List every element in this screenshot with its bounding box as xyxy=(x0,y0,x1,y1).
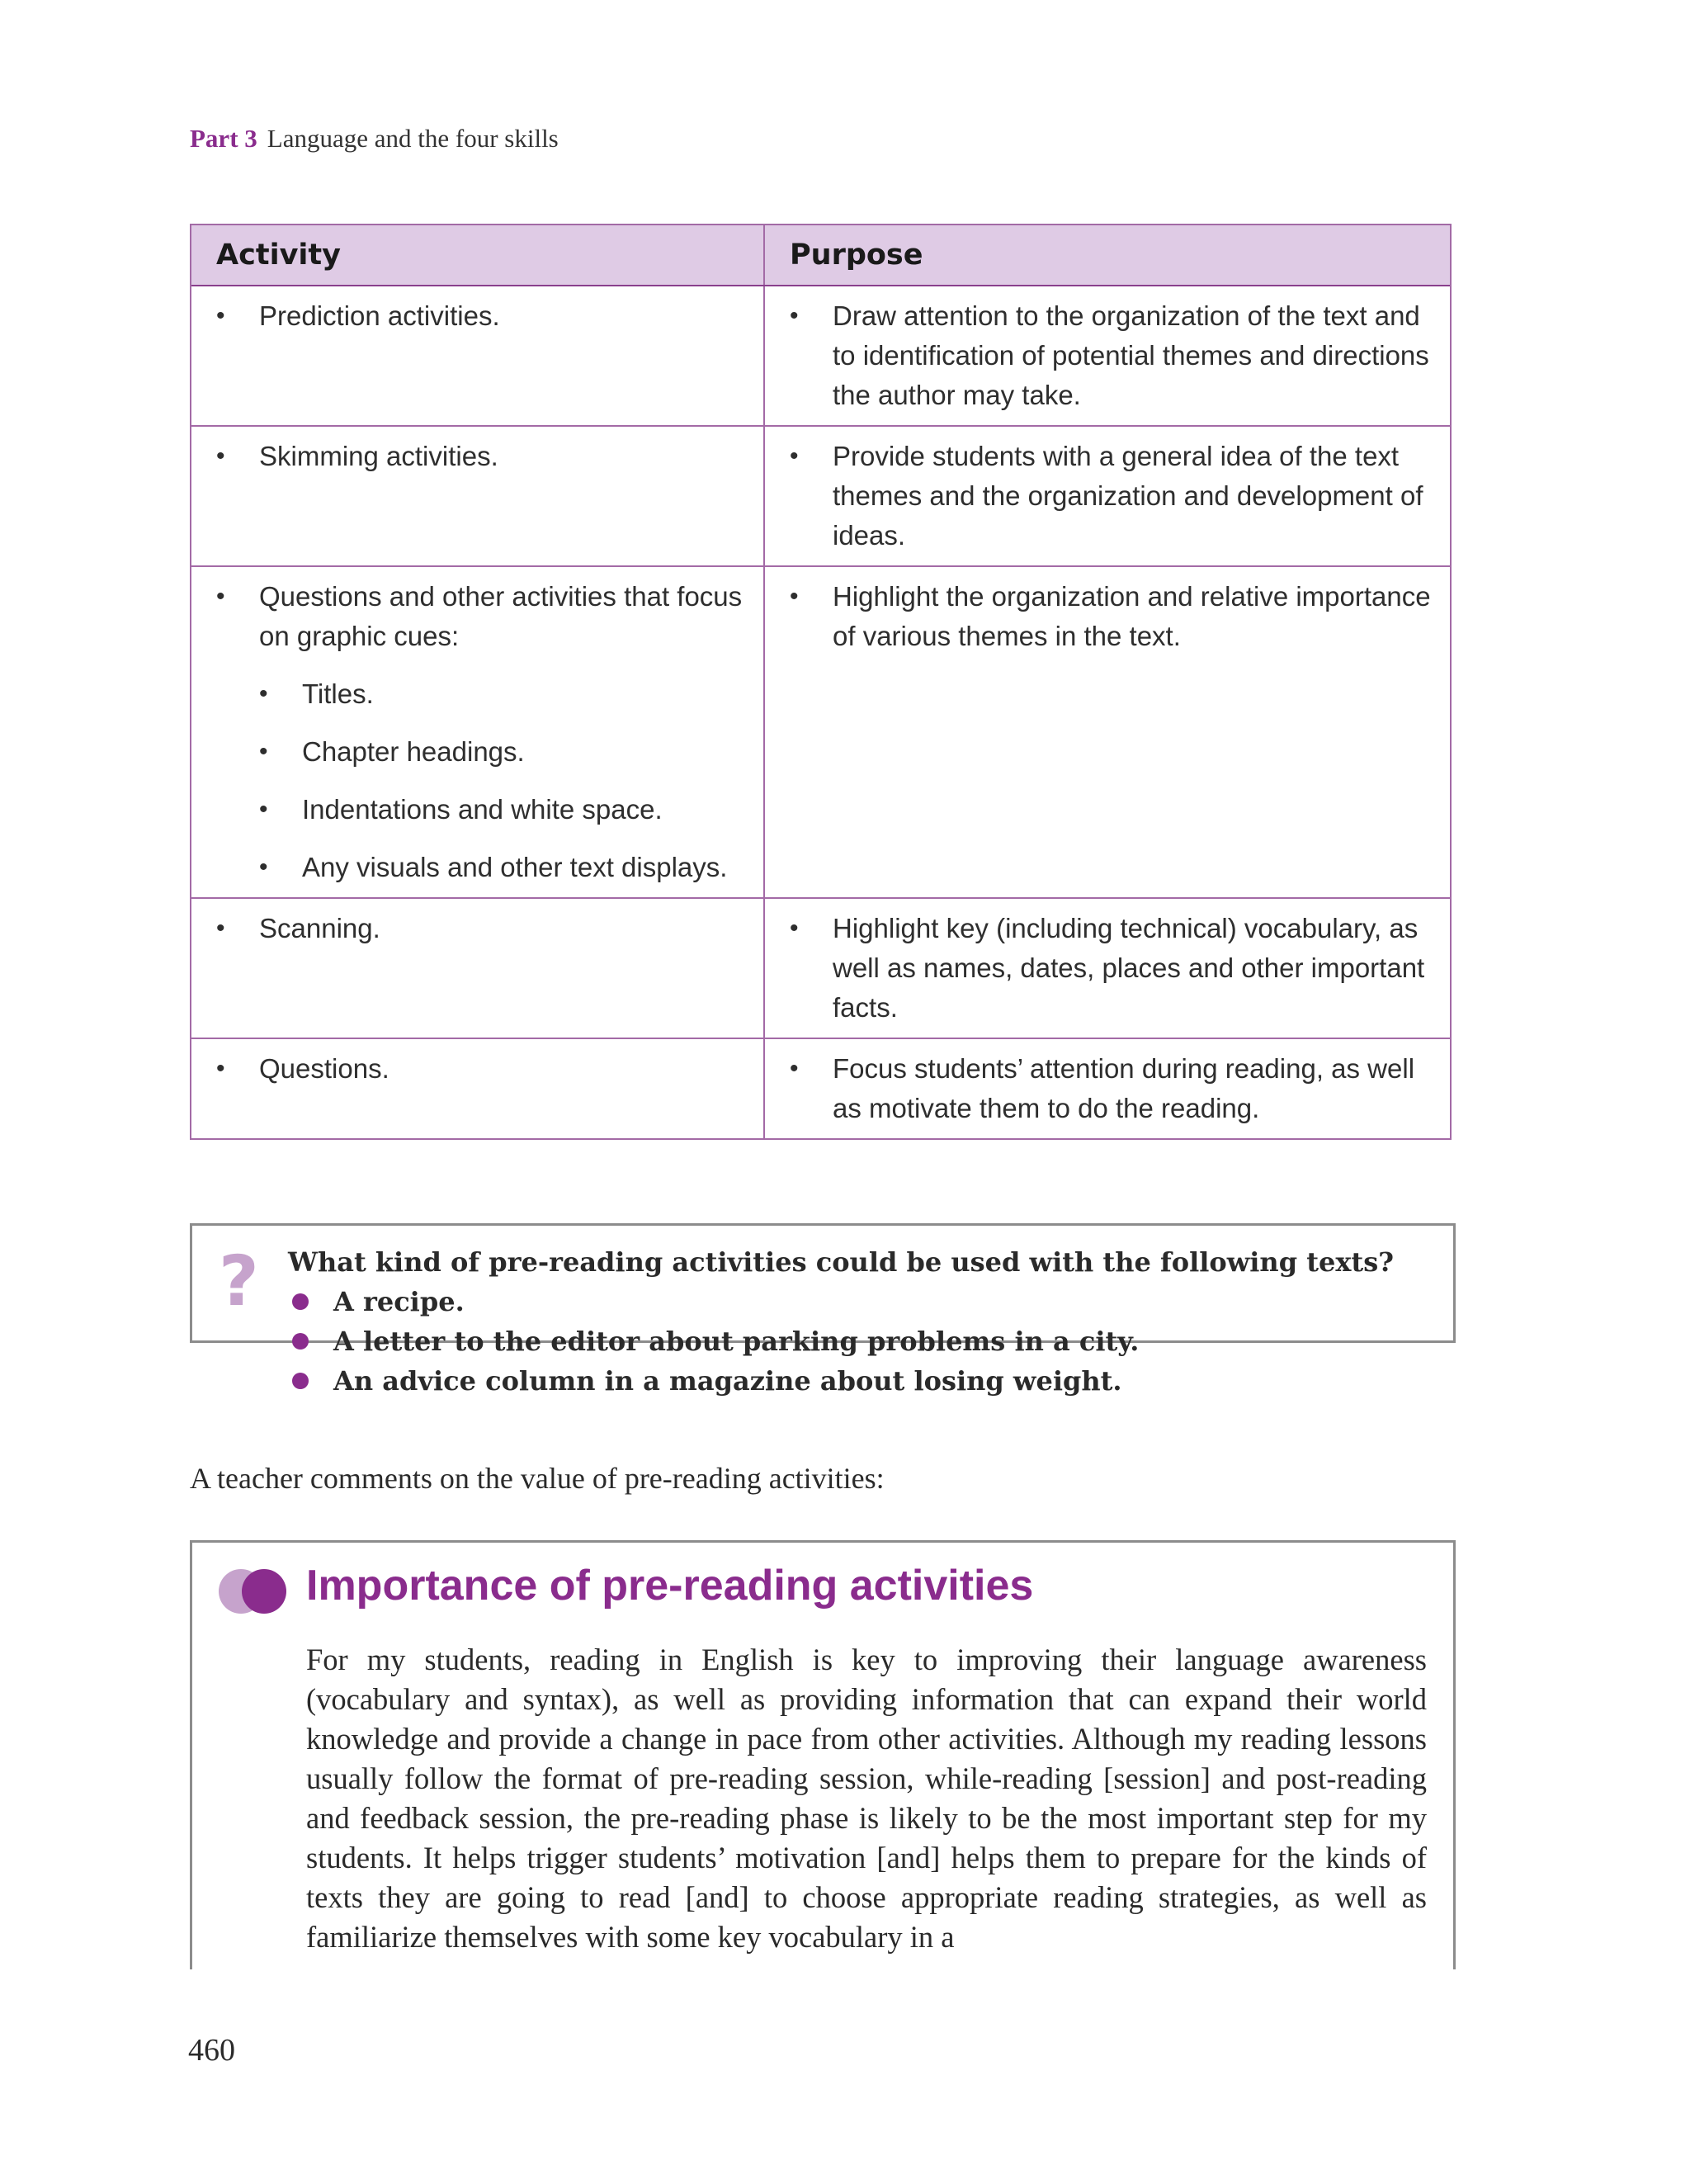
sub-list-item: • Any visuals and other text displays. xyxy=(216,848,747,887)
purpose-text: Highlight key (including technical) vocabulary, as well as names, dates, places and other important facts. xyxy=(833,913,1425,1023)
purpose-cell xyxy=(765,899,1450,1038)
activity-purpose-table xyxy=(190,224,1452,1140)
purpose-cell xyxy=(765,286,1450,425)
question-mark-icon: ? xyxy=(219,1241,259,1321)
column-header-purpose: Purpose xyxy=(790,239,923,272)
activity-cell xyxy=(191,427,765,565)
purpose-text: Draw attention to the organization of the text and to identification of potential themes and directions the author may take. xyxy=(833,300,1429,410)
activity-cell xyxy=(191,286,765,425)
feature-body: For my students, reading in English is key to improving their language awareness (vocabulary and syntax), as well as providing information that can expand their world knowledge and provide a change in pace from other activities. Although my reading lessons usually follow the format of pre-reading session, while-reading [session] and post-reading and feedback session, the pre-reading phase is likely to be the most important step for my students. It helps trigger students’ motivation [and] helps them to prepare for the kinds of texts they are going to read [and] to choose appropriate reading strategies, as well as familiarize themselves with some key vocabulary in a xyxy=(306,1643,1427,1954)
page-number: 460 xyxy=(188,2033,235,2068)
activity-text: Questions and other activities that focus on graphic cues: xyxy=(259,581,743,651)
chapter-title: Language and the four skills xyxy=(267,124,559,153)
table-row xyxy=(191,565,1450,897)
table-row xyxy=(191,897,1450,1038)
bullet-icon: • xyxy=(790,302,799,329)
activity-text: Scanning. xyxy=(259,913,380,943)
column-header-activity: Activity xyxy=(191,225,765,285)
bullet-icon: • xyxy=(216,583,225,610)
bullet-icon: • xyxy=(790,1055,799,1082)
feature-title: Importance of pre-reading activities xyxy=(306,1562,1034,1610)
bullet-icon: • xyxy=(216,1055,225,1082)
table-row xyxy=(191,425,1450,565)
question-list-item: A letter to the editor about parking problems in a city. xyxy=(288,1321,1394,1361)
purpose-cell xyxy=(765,567,1450,897)
bullet-icon: • xyxy=(259,853,268,881)
table-row xyxy=(191,286,1450,425)
lead-paragraph: A teacher comments on the value of pre-reading activities: xyxy=(190,1462,885,1495)
bullet-icon: • xyxy=(790,915,799,942)
activity-text: Prediction activities. xyxy=(259,300,500,331)
activity-text: Skimming activities. xyxy=(259,441,498,471)
running-head xyxy=(190,124,559,154)
sub-list-item: • Titles. xyxy=(216,674,747,714)
question-list-item: A recipe. xyxy=(288,1282,1394,1321)
table-row xyxy=(191,1038,1450,1138)
bullet-icon: • xyxy=(216,442,225,470)
question-box xyxy=(190,1223,1456,1397)
sub-list-item: • Chapter headings. xyxy=(216,732,747,772)
question-text: What kind of pre-reading activities could be used with the following texts? xyxy=(288,1246,1394,1278)
overlapping-circles-icon xyxy=(219,1569,286,1614)
teacher-comment-box xyxy=(190,1540,1456,1969)
bullet-icon: • xyxy=(216,915,225,942)
part-label: Part 3 xyxy=(190,124,257,153)
purpose-cell xyxy=(765,1039,1450,1138)
bullet-icon: • xyxy=(216,302,225,329)
bullet-icon xyxy=(292,1293,309,1310)
activity-cell xyxy=(191,899,765,1038)
question-list-item: An advice column in a magazine about losing weight. xyxy=(288,1361,1394,1401)
bullet-icon: • xyxy=(790,583,799,610)
activity-cell xyxy=(191,567,765,897)
activity-text: Questions. xyxy=(259,1053,389,1084)
bullet-icon xyxy=(292,1333,309,1350)
table-header-row xyxy=(191,225,1450,286)
sub-list-item: • Indentations and white space. xyxy=(216,790,747,830)
purpose-text: Highlight the organization and relative importance of various themes in the text. xyxy=(833,581,1431,651)
bullet-icon: • xyxy=(259,680,268,707)
bullet-icon: • xyxy=(259,796,268,823)
bullet-icon: • xyxy=(790,442,799,470)
bullet-icon: • xyxy=(259,738,268,765)
purpose-text: Focus students’ attention during reading, as well as motivate them to do the reading. xyxy=(833,1053,1415,1123)
activity-cell xyxy=(191,1039,765,1138)
bullet-icon xyxy=(292,1373,309,1389)
purpose-text: Provide students with a general idea of the text themes and the organization and development of ideas. xyxy=(833,441,1423,551)
purpose-cell xyxy=(765,427,1450,565)
question-content xyxy=(288,1242,1394,1401)
